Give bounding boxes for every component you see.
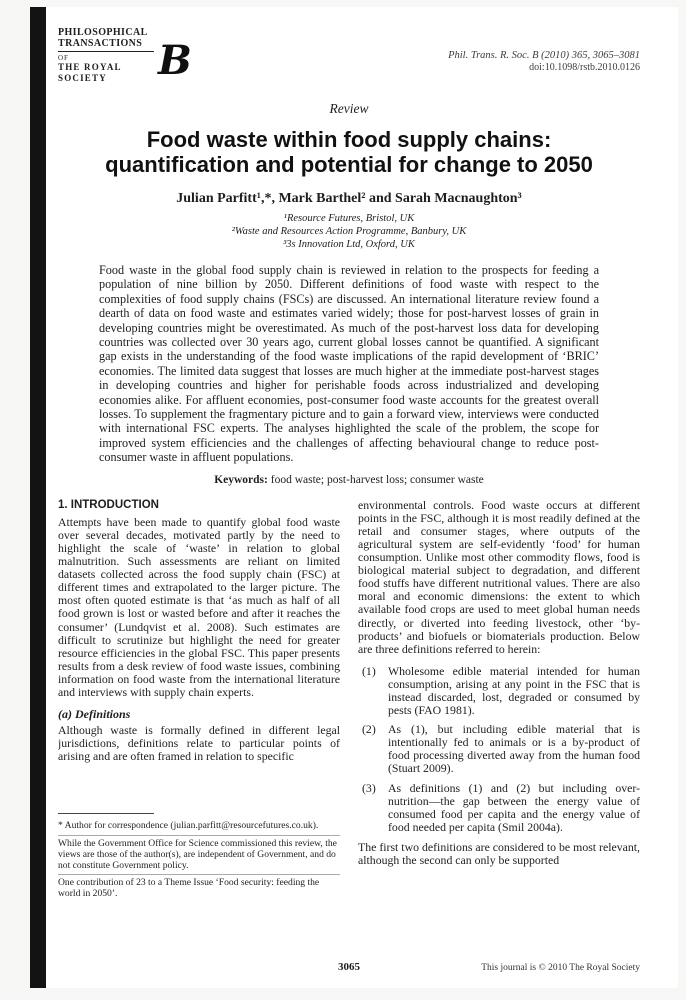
logo-rule [58, 51, 154, 52]
abstract-text: Food waste in the global food supply chain is reviewed in relation to the prospects for feeding a population of nine billion by 2050. Different definitions of food waste with respect to the complexities of food supply chains (FSCs) are discussed. An international literature review found a dearth of data on food waste and estimates varied widely; those for post-harvest losses of grain in developing countries might be overestimated. As much of the post-harvest loss data for developing countries was collected over 30 years ago, current global losses cannot be quantified. A significant gap exists in the understanding of the food waste implications of the rapid development of ‘BRIC’ economies. The limited data suggest that losses are much higher at the immediate post-harvest stages in developing countries and higher for perishable foods across industrialized and developing economies alike. For affluent economies, post-consumer food waste accounts for the greatest overall losses. To supplement the fragmentary picture and to gain a forward view, interviews were conducted with international FSC experts. The analyses highlighted the scale of the problem, the scope for improved system efficiencies and the challenges of affecting behavioural change to reduce post-consumer waste in affluent populations. [99, 263, 599, 465]
footnote-rule [58, 813, 154, 814]
footnotes [58, 813, 340, 902]
footnote-contribution: One contribution of 23 to a Theme Issue ‘Food security: feeding the world in 2050’. [58, 874, 340, 902]
definition-number: (2) [362, 722, 376, 737]
journal-copyright: This journal is © 2010 The Royal Society [481, 963, 640, 973]
article-title: Food waste within food supply chains: quantification and potential for change to 2050 [105, 127, 593, 177]
two-column-body [58, 499, 640, 903]
affiliation-line: ²Waste and Resources Action Programme, Banbury, UK [231, 226, 467, 237]
definition-text: As definitions (1) and (2) but including over-nutrition—the gap between the energy value of consumed food per capita and the energy value of food needed per capita (Smil 2004a). [388, 780, 640, 834]
definition-text: As (1), but including edible material that is intentionally fed to animals or is a by-product of food processing diverted away from the human food (Stuart 2009). [388, 722, 640, 776]
logo-line: PHILOSOPHICAL [58, 27, 148, 38]
royal-society-logo [58, 23, 228, 83]
affiliation-line: ³3s Innovation Ltd, Oxford, UK [283, 239, 415, 250]
definition-text: Wholesome edible material intended for human consumption, arising at any point in the FSC that is instead discarded, lost, degraded or consumed by pests (FAO 1981). [388, 663, 640, 718]
left-column [58, 499, 340, 903]
body-paragraph: The first two definitions are considered to be most relevant, although the second can only be supported [358, 839, 640, 868]
authors-line: Julian Parfitt¹,*, Mark Barthel² and Sarah Macnaughton³ [176, 191, 522, 206]
affiliations [58, 212, 640, 251]
royal-society-b-icon: B [158, 37, 192, 84]
journal-page [46, 7, 678, 988]
definition-number: (1) [362, 663, 376, 678]
citation-block [448, 23, 640, 74]
doi: doi:10.1098/rstb.2010.0126 [529, 62, 640, 73]
article-type-label: Review [329, 101, 369, 116]
definition-number: (3) [362, 780, 376, 795]
definition-list-item [362, 665, 640, 717]
masthead [58, 23, 640, 87]
keywords-text: food waste; post-harvest loss; consumer waste [270, 473, 484, 486]
subsection-heading-definitions: (a) Definitions [58, 707, 131, 722]
scan-edge-strip [30, 7, 46, 988]
definition-list-item [362, 723, 640, 775]
definition-list [358, 665, 640, 834]
section-heading-introduction: 1. INTRODUCTION [58, 498, 159, 511]
journal-citation: Phil. Trans. R. Soc. B (2010) 365, 3065–3081 [448, 50, 640, 61]
logo-line: TRANSACTIONS [58, 38, 143, 49]
affiliation-line: ¹Resource Futures, Bristol, UK [283, 213, 415, 224]
footnote-correspondence: * Author for correspondence (julian.parfitt@resourcefutures.co.uk). [58, 820, 319, 832]
logo-line: THE ROYAL [58, 62, 122, 72]
footnote-disclaimer: While the Government Office for Science commissioned this review, the views are those of the author(s), are independent of Government, and do not constitute Government policy. [58, 835, 340, 875]
definitions-paragraph: Although waste is formally defined in different legal jurisdictions, definitions relate to particular points of arising and are often framed in relation to specific [58, 723, 340, 764]
page-number: 3065 [338, 961, 360, 973]
keywords-label: Keywords: [214, 473, 268, 486]
body-paragraph: environmental controls. Food waste occurs at different points in the FSC, although it is most readily defined at the retail and consumer stages, where outputs of the agricultural system are self-evidently ‘food’ for human consumption. Unlike most other commodity flows, food is biological material subject to degradation, and different food stuffs have different nutritional values. There are also moral and economic dimensions: the extent to which available food crops are used to meet global human needs directly, or diverted into feeding livestock, other ‘by-products’ and biofuels or biomaterials production. Below are three definitions referred to herein: [358, 498, 640, 656]
page-footer [58, 961, 640, 976]
definition-list-item [362, 782, 640, 834]
intro-paragraph: Attempts have been made to quantify global food waste over several decades, motivated partly by the need to highlight the scale of ‘waste’ in relation to global malnutrition. Such assessments are reliant on limited datasets collected across the food supply chain (FSC) at different times and extrapolated to the larger picture. The most often quoted estimate is that ‘as much as half of all food grown is lost or wasted before and after it reaches the consumer’ (Lundqvist et al. 2008). Such estimates are difficult to scrutinize but highlight the need for greater resource efficiencies in the global FSC. This paper presents results from a desk review of food waste issues, combining information on food waste from the international literature and interviews with supply chain experts. [58, 514, 340, 699]
logo-line: OF [58, 54, 69, 62]
right-column [358, 499, 640, 903]
logo-line: SOCIETY [58, 72, 107, 83]
keywords-line [58, 474, 640, 486]
